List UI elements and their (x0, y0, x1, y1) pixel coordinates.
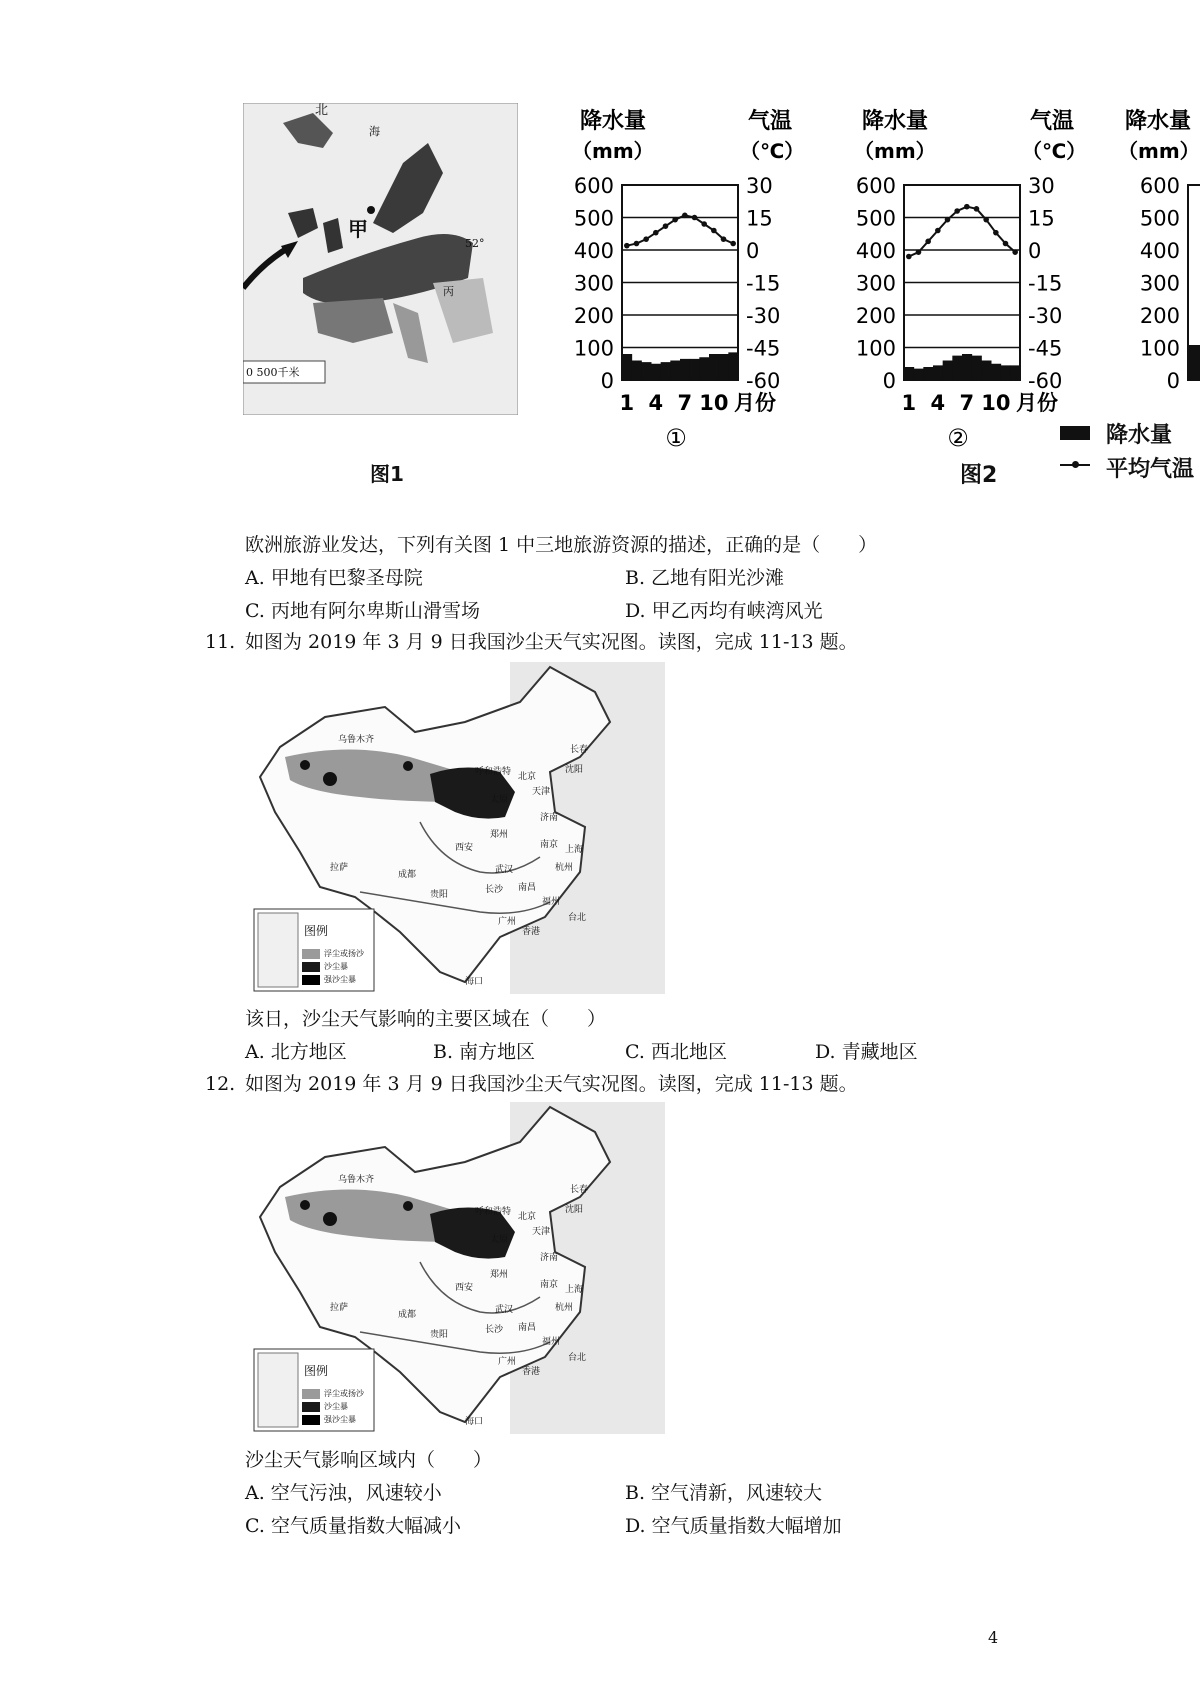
chart1-x-tick-label: 7 (677, 391, 693, 415)
map1-city-hongkong: 香港 (522, 927, 541, 937)
chart2-right-tick-label: -30 (1028, 304, 1063, 328)
chart1-temp-point (711, 228, 717, 234)
chart1-left-axis-title: 降水量 (580, 109, 647, 134)
map1-city-beijing: 北京 (518, 772, 537, 782)
map2-city-tianjin: 天津 (532, 1227, 551, 1237)
chart3-precip-bar-clipped (1188, 345, 1200, 380)
map1-city-guangzhou: 广州 (498, 917, 517, 927)
q10-option-b[interactable]: B. 乙地有阳光沙滩 (625, 567, 785, 589)
chart2-right-tick-label: -45 (1028, 336, 1063, 361)
chart1-right-tick-label: 30 (746, 174, 773, 198)
map2-city-shenyang: 沈阳 (565, 1205, 584, 1215)
map-label-latitude: 52° (465, 237, 485, 250)
map1-city-urumqi: 乌鲁木齐 (338, 735, 375, 745)
map1-city-lhasa: 拉萨 (330, 863, 349, 873)
map1-city-shenyang: 沈阳 (565, 765, 584, 775)
chart3-left-axis-unit-clipped: （mm） (1118, 139, 1200, 163)
chart2-temp-point (974, 206, 980, 212)
chart2-temp-line (909, 207, 1015, 257)
map2-city-xian: 西安 (455, 1283, 474, 1293)
map2-city-lhasa: 拉萨 (330, 1303, 349, 1313)
chart1-precip-bar (670, 361, 680, 381)
chart2-temp-point (993, 230, 999, 236)
map1-city-hangzhou: 杭州 (555, 863, 574, 873)
chart1-left-tick-label: 100 (573, 336, 614, 361)
map2-city-guangzhou: 广州 (498, 1357, 517, 1367)
map2-city-guiyang: 贵阳 (430, 1330, 449, 1340)
chart2-temp-point (1003, 241, 1009, 247)
q10-option-a[interactable]: A. 甲地有巴黎圣母院 (245, 567, 423, 589)
chart2-left-tick-label: 300 (855, 271, 896, 296)
map2-city-changsha: 长沙 (485, 1325, 504, 1335)
chart2-precip-bar (933, 365, 943, 380)
map2-city-taipei: 台北 (568, 1353, 587, 1363)
map2-city-hohhot: 呼和浩特 (475, 1207, 512, 1217)
china-dust-map-1 (250, 662, 665, 994)
chart1-x-tick-label: 4 (648, 391, 664, 415)
q10-stem: 欧洲旅游业发达，下列有关图 1 中三地旅游资源的描述，正确的是（ ） (245, 534, 878, 556)
page-number: 4 (988, 1628, 999, 1647)
chart1-right-tick-label: 15 (746, 206, 773, 231)
chart1-x-tick-label: 1 (619, 391, 635, 415)
chart1-right-axis-unit: （℃） (740, 139, 805, 163)
map1-city-nanjing: 南京 (540, 840, 559, 850)
chart3-left-tick-label: 200 (1139, 304, 1180, 328)
chart2-temp-point (916, 249, 922, 255)
map1-city-guiyang: 贵阳 (430, 890, 449, 900)
chart2-left-tick-label: 400 (855, 239, 896, 263)
chart2-temp-point (983, 217, 989, 223)
map1-city-jinan: 济南 (540, 813, 559, 823)
map1-city-fuzhou: 福州 (542, 897, 561, 907)
chart2-temp-point (925, 239, 931, 245)
map1-city-hohhot: 呼和浩特 (475, 767, 512, 777)
chart1-precip-bar (719, 354, 729, 380)
map2-city-haikou: 海口 (465, 1417, 484, 1427)
chart1-temp-point (692, 215, 698, 221)
map2-legend-item-storm: 沙尘暴 (324, 1402, 348, 1411)
chart2-chart-label: ② (947, 424, 969, 452)
q12-option-c[interactable]: C. 空气质量指数大幅减小 (245, 1515, 461, 1537)
map-scale: 0 500千米 (246, 366, 300, 379)
map2-city-changchun: 长春 (570, 1185, 589, 1195)
chart1-left-axis-unit: （mm） (572, 139, 654, 163)
q12-option-d[interactable]: D. 空气质量指数大幅增加 (625, 1515, 842, 1537)
chart2-right-tick-label: -60 (1028, 369, 1063, 393)
chart1-chart-label: ① (665, 424, 687, 452)
chart2-x-tick-label: 1 (901, 391, 917, 415)
chart2-precip-bar (1001, 365, 1011, 380)
chart2-right-tick-label: -15 (1028, 271, 1063, 296)
chart2-precip-bar (991, 364, 1001, 380)
map2-city-beijing: 北京 (518, 1212, 537, 1222)
chart3-left-tick-label: 500 (1139, 206, 1180, 231)
china-map-shape-2 (250, 1102, 665, 1434)
chart1-temp-point (701, 221, 707, 227)
chart2-precip-bar (943, 361, 953, 381)
chart1-precip-bar (641, 362, 651, 380)
map1-legend-item-float: 浮尘或扬沙 (324, 949, 364, 958)
map2-city-hangzhou: 杭州 (555, 1303, 574, 1313)
chart1-temp-point (663, 223, 669, 229)
china-map-shape-1 (250, 662, 665, 994)
chart1-temp-point (682, 213, 688, 219)
chart1-right-tick-label: -45 (746, 336, 781, 361)
chart2-right-tick-label: 0 (1028, 239, 1042, 263)
chart2-temp-point (964, 204, 970, 210)
chart1-x-tick-label: 10 (699, 391, 729, 415)
chart1-x-axis-unit: 月份 (734, 391, 776, 415)
chart1-left-tick-label: 0 (600, 369, 614, 393)
chart1-right-tick-label: -60 (746, 369, 781, 393)
chart2-left-axis-unit: （mm） (854, 139, 936, 163)
chart2-precip-bar (904, 367, 914, 380)
map1-city-taipei: 台北 (568, 913, 587, 923)
climate-charts (0, 0, 1200, 500)
chart1-precip-bar (632, 361, 642, 381)
chart1-precip-bar (651, 364, 661, 380)
map1-city-chengdu: 成都 (398, 870, 417, 880)
chart1-precip-bar (728, 352, 738, 380)
map1-city-tianjin: 天津 (532, 787, 551, 797)
q11-option-a[interactable]: A. 北方地区 (245, 1041, 347, 1063)
map-label-north: 北 (315, 103, 329, 118)
chart3-left-tick-label: 300 (1139, 271, 1180, 296)
q11-number: 11. (205, 631, 236, 653)
chart2-left-tick-label: 200 (855, 304, 896, 328)
map2-city-fuzhou: 福州 (542, 1337, 561, 1347)
chart2-precip-bar (972, 356, 982, 380)
chart2-right-tick-label: 15 (1028, 206, 1055, 231)
chart1-temp-point (721, 236, 727, 242)
chart2-left-tick-label: 500 (855, 206, 896, 231)
chart1-right-tick-label: -15 (746, 271, 781, 296)
chart2-precip-bar (981, 361, 991, 381)
china-dust-map-2 (250, 1102, 665, 1434)
chart3-left-tick-label: 400 (1139, 239, 1180, 263)
q12-number: 12. (205, 1073, 236, 1095)
map2-city-hongkong: 香港 (522, 1367, 541, 1377)
q10-option-c[interactable]: C. 丙地有阿尔卑斯山滑雪场 (245, 600, 480, 622)
chart1-right-tick-label: 0 (746, 239, 760, 263)
chart2-x-tick-label: 7 (959, 391, 975, 415)
map1-city-haikou: 海口 (465, 977, 484, 987)
chart2-x-tick-label: 4 (930, 391, 946, 415)
chart2-precip-bar (1010, 365, 1020, 380)
map-label-jia: 甲 (348, 217, 368, 241)
figure2-caption: 图2 (960, 463, 998, 488)
chart1-left-tick-label: 600 (573, 174, 614, 198)
q12-intro: 如图为 2019 年 3 月 9 日我国沙尘天气实况图。读图，完成 11-13 题。 (245, 1073, 858, 1095)
chart3-left-tick-label: 100 (1139, 336, 1180, 361)
chart2-temp-point (935, 228, 941, 234)
q11-option-c[interactable]: C. 西北地区 (625, 1041, 727, 1063)
chart1-left-tick-label: 400 (573, 239, 614, 263)
chart1-right-axis-title: 气温 (748, 109, 793, 134)
chart2-right-tick-label: 30 (1028, 174, 1055, 198)
map2-legend-item-float: 浮尘或扬沙 (324, 1389, 364, 1398)
map1-legend-item-storm: 沙尘暴 (324, 962, 348, 971)
chart1-temp-point (634, 241, 640, 247)
map1-city-nanchang: 南昌 (518, 883, 537, 893)
map2-city-chengdu: 成都 (398, 1310, 417, 1320)
map1-legend-title: 图例 (304, 924, 329, 938)
chart2-precip-bar (923, 367, 933, 380)
chart2-x-axis-unit: 月份 (1016, 391, 1058, 415)
q11-option-d[interactable]: D. 青藏地区 (815, 1041, 918, 1063)
chart2-x-tick-label: 10 (981, 391, 1011, 415)
chart3-left-tick-label: 0 (1166, 369, 1180, 393)
chart1-temp-point (643, 236, 649, 242)
map-label-sea: 海 (369, 125, 380, 138)
map1-city-taiyuan: 太原 (490, 795, 509, 805)
chart1-temp-point (653, 230, 659, 236)
map1-legend-item-severe: 强沙尘暴 (324, 975, 356, 984)
chart2-right-axis-title: 气温 (1030, 109, 1075, 134)
q11-option-b[interactable]: B. 南方地区 (433, 1041, 536, 1063)
chart2-right-axis-unit: （℃） (1022, 139, 1087, 163)
q12-stem: 沙尘天气影响区域内（ ） (245, 1449, 493, 1471)
chart1-precip-bar (699, 357, 709, 380)
chart2-precip-bar (962, 354, 972, 380)
map2-city-nanjing: 南京 (540, 1280, 559, 1290)
chart2-precip-bar (952, 356, 962, 380)
chart3-left-tick-label: 600 (1139, 174, 1180, 198)
map1-city-shanghai: 上海 (565, 845, 584, 855)
chart1-right-tick-label: -30 (746, 304, 781, 328)
figure1-caption: 图1 (370, 462, 404, 486)
map1-city-changsha: 长沙 (485, 885, 504, 895)
q12-option-b[interactable]: B. 空气清新，风速较大 (625, 1482, 823, 1504)
chart2-left-tick-label: 0 (882, 369, 896, 393)
chart1-temp-point (730, 241, 736, 247)
q11-stem: 该日，沙尘天气影响的主要区域在（ ） (245, 1008, 607, 1030)
chart1-left-tick-label: 300 (573, 271, 614, 296)
chart3-left-axis-title-clipped: 降水量 (1125, 109, 1192, 134)
chart2-left-axis-title: 降水量 (862, 109, 929, 134)
chart2-temp-point (1012, 249, 1018, 255)
map1-city-zhengzhou: 郑州 (490, 830, 509, 840)
legend-temp-label: 平均气温 (1106, 457, 1195, 482)
legend-precip-swatch (1060, 426, 1090, 440)
q12-option-a[interactable]: A. 空气污浊，风速较小 (245, 1482, 442, 1504)
chart1-precip-bar (680, 359, 690, 380)
map2-city-jinan: 济南 (540, 1253, 559, 1263)
map2-city-zhengzhou: 郑州 (490, 1270, 509, 1280)
legend-temp-dot (1072, 461, 1079, 468)
chart2-left-tick-label: 600 (855, 174, 896, 198)
chart1-temp-point (624, 243, 630, 249)
chart2-temp-point (954, 208, 960, 214)
chart2-left-tick-label: 100 (855, 336, 896, 361)
chart1-temp-point (672, 217, 678, 223)
map2-city-wuhan: 武汉 (495, 1305, 514, 1315)
chart2-temp-point (945, 217, 951, 223)
chart1-precip-bar (661, 362, 671, 380)
chart2-temp-point (906, 254, 912, 260)
map2-legend-item-severe: 强沙尘暴 (324, 1415, 356, 1424)
figure2-legend (1058, 418, 1200, 488)
map1-city-wuhan: 武汉 (495, 865, 514, 875)
map-label-bing: 丙 (443, 285, 454, 298)
chart1-precip-bar (709, 354, 719, 380)
chart2-precip-bar (914, 369, 924, 380)
map2-city-shanghai: 上海 (565, 1285, 584, 1295)
map2-city-nanchang: 南昌 (518, 1323, 537, 1333)
map1-city-xian: 西安 (455, 843, 474, 853)
map2-legend-title: 图例 (304, 1364, 329, 1378)
legend-precip-label: 降水量 (1106, 423, 1173, 448)
chart1-precip-bar (622, 354, 632, 380)
chart1-left-tick-label: 500 (573, 206, 614, 231)
q10-option-d[interactable]: D. 甲乙丙均有峡湾风光 (625, 600, 823, 622)
map2-city-taiyuan: 太原 (490, 1235, 509, 1245)
map2-city-urumqi: 乌鲁木齐 (338, 1175, 375, 1185)
map1-city-changchun: 长春 (570, 745, 589, 755)
chart1-left-tick-label: 200 (573, 304, 614, 328)
chart1-precip-bar (690, 359, 700, 380)
q11-intro: 如图为 2019 年 3 月 9 日我国沙尘天气实况图。读图，完成 11-13 题。 (245, 631, 858, 653)
chart1-temp-line (627, 215, 733, 245)
